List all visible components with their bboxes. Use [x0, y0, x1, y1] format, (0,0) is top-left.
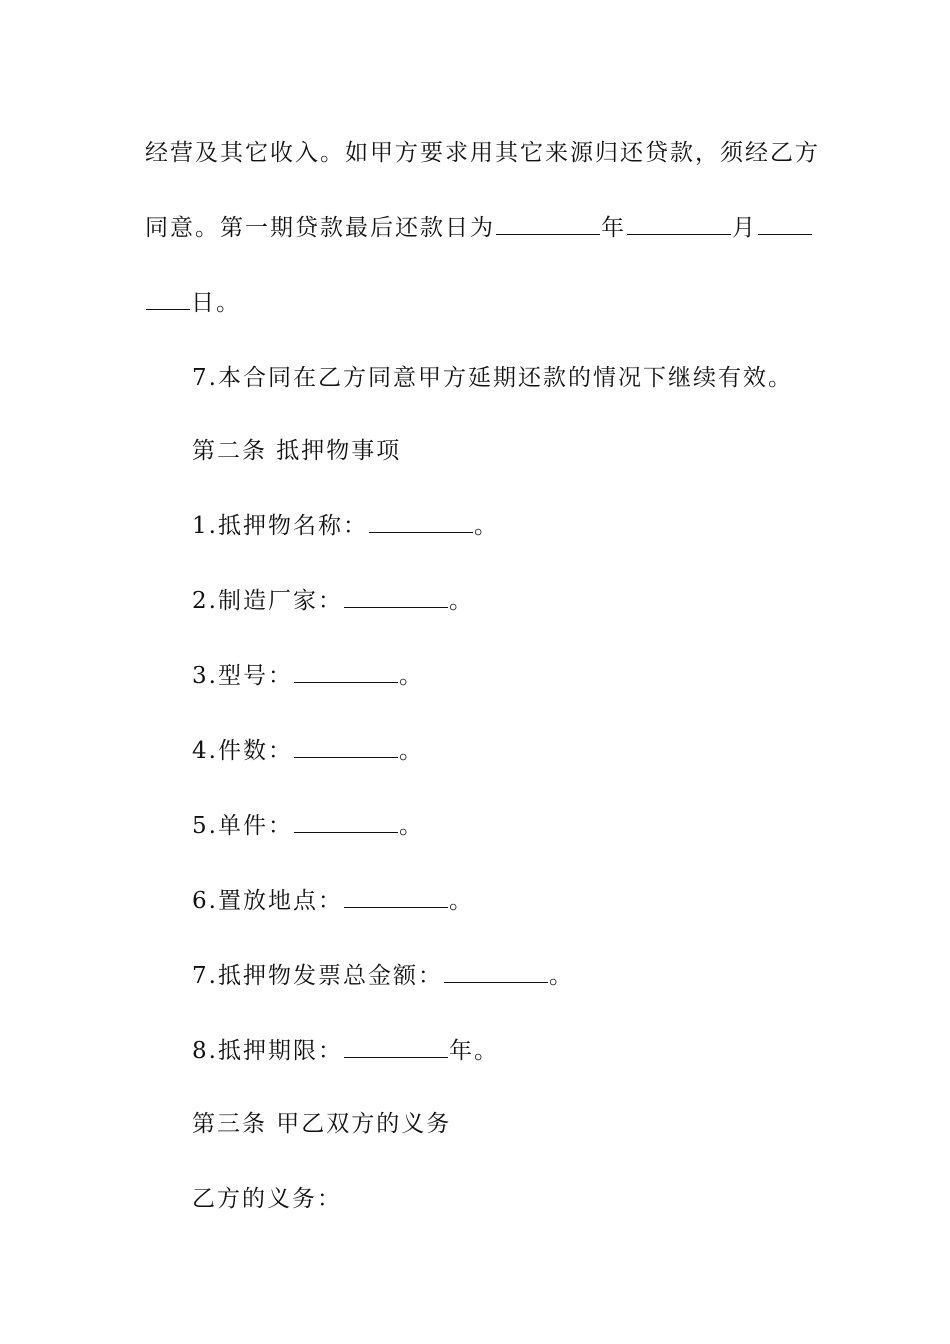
fill-blank: [344, 887, 448, 908]
party-b-duties: [192, 1184, 342, 1214]
item-suffix: 。: [448, 888, 474, 914]
month-label: 月: [732, 215, 757, 241]
article-3-heading: [192, 1109, 451, 1139]
fill-blank: [344, 1037, 448, 1058]
item-suffix: 年。: [448, 1038, 499, 1064]
item-label: 1.抵押物名称：: [192, 513, 368, 539]
article-2-item: [192, 661, 424, 691]
item-suffix: 。: [398, 738, 424, 764]
item-suffix: 。: [398, 813, 424, 839]
fill-blank: [344, 587, 448, 608]
item-suffix: 。: [548, 963, 574, 989]
item-suffix: 。: [448, 588, 474, 614]
fill-blank: [444, 962, 548, 983]
article-2-item: [192, 511, 499, 541]
fill-blank: [294, 812, 398, 833]
fill-blank: [369, 512, 473, 533]
year-blank: [496, 214, 600, 235]
item-label: 4.件数：: [192, 738, 293, 764]
clause-text: 7.本合同在乙方同意甲方延期还款的情况下继续有效。: [192, 365, 793, 391]
paragraph-text: 同意。第一期贷款最后还款日为: [145, 215, 495, 241]
day-blank-end: [146, 289, 190, 310]
day-label: 日。: [191, 290, 241, 316]
article-2-item: [192, 811, 424, 841]
item-label: 5.单件：: [192, 813, 293, 839]
item-label: 8.抵押期限：: [192, 1038, 343, 1064]
article-2-item: [192, 736, 424, 766]
paragraph-line-2: [145, 213, 813, 243]
subheading-text: 乙方的义务：: [192, 1186, 342, 1212]
item-suffix: 。: [473, 513, 499, 539]
day-blank-start: [758, 214, 812, 235]
paragraph-line-1: [145, 138, 820, 168]
heading-text: 第三条 甲乙双方的义务: [192, 1111, 452, 1137]
article-2-item: [192, 961, 574, 991]
year-label: 年: [601, 215, 626, 241]
item-label: 3.型号：: [192, 663, 293, 689]
clause-7: [192, 363, 793, 393]
item-label: 2.制造厂家：: [192, 588, 343, 614]
fill-blank: [294, 662, 398, 683]
article-2-item: [192, 586, 474, 616]
fill-blank: [294, 737, 398, 758]
item-label: 6.置放地点：: [192, 888, 343, 914]
month-blank: [627, 214, 731, 235]
article-2-heading: [192, 436, 401, 466]
item-suffix: 。: [398, 663, 424, 689]
article-2-item: [192, 886, 474, 916]
article-2-item: [192, 1036, 499, 1066]
paragraph-text: 经营及其它收入。如甲方要求用其它来源归还贷款，须经乙方: [145, 140, 820, 166]
item-label: 7.抵押物发票总金额：: [192, 963, 443, 989]
paragraph-line-3: [145, 288, 241, 318]
heading-text: 第二条 抵押物事项: [192, 438, 402, 464]
